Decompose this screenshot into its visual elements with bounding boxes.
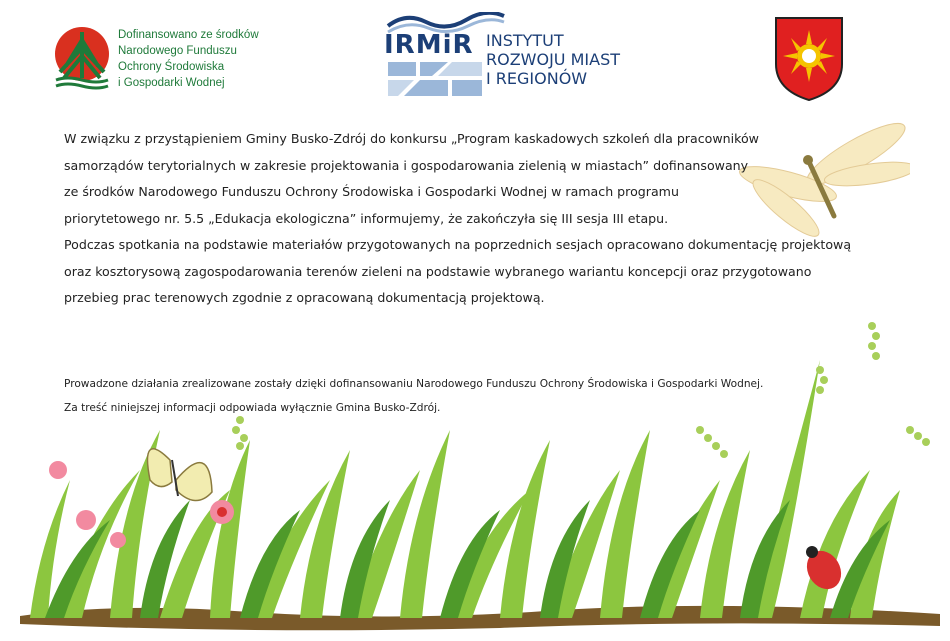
nfos-logo bbox=[52, 26, 292, 96]
meadow-illustration bbox=[0, 320, 950, 641]
announcement-line: przebieg prac terenowych zgodnie z opracowaną dokumentacją projektową. bbox=[64, 290, 545, 305]
announcement-line: samorządów terytorialnych w zakresie projektowania i gospodarowania zielenią w miastach” dofinansowany bbox=[64, 157, 749, 173]
announcement-text bbox=[64, 130, 894, 316]
announcement-line: oraz kosztorysową zagospodarowania terenów zieleni na podstawie wybranego wariantu koncepcji oraz przygotowano bbox=[64, 263, 812, 279]
irmir-blocks-icon bbox=[388, 62, 484, 96]
funding-line: Za treść niniejszej informacji odpowiada wyłącznie Gmina Busko-Zdrój. bbox=[64, 402, 441, 414]
irmir-acronym: IRMiR bbox=[384, 30, 474, 60]
irmir-logo bbox=[382, 12, 622, 102]
funding-line: Prowadzone działania zrealizowane zostały dzięki dofinansowaniu Narodowego Funduszu Ochrony Środowiska i Gospodarki Wodnej. bbox=[64, 378, 764, 390]
irmir-name: INSTYTUT ROZWOJU MIAST I REGIONÓW bbox=[486, 31, 620, 88]
announcement-line: W związku z przystąpieniem Gminy Busko-Zdrój do konkursu „Program kaskadowych szkoleń dla pracowników bbox=[64, 131, 759, 146]
announcement-line: Podczas spotkania na podstawie materiałów przygotowanych na poprzednich sesjach opracowano dokumentację projektową bbox=[64, 237, 852, 252]
nfos-caption: Dofinansowano ze środków Narodowego Funduszu Ochrony Środowiska i Gospodarki Wodnej bbox=[118, 29, 259, 89]
coat-of-arms-icon bbox=[774, 16, 844, 102]
announcement-line: ze środków Narodowego Funduszu Ochrony Środowiska i Gospodarki Wodnej w ramach programu bbox=[64, 184, 679, 199]
nfos-tree-icon bbox=[52, 26, 112, 92]
butterfly-icon bbox=[148, 449, 213, 501]
announcement-line: priorytetowego nr. 5.5 „Edukacja ekologiczna” informujemy, że zakończyła się III sesja III etapu. bbox=[64, 210, 669, 226]
